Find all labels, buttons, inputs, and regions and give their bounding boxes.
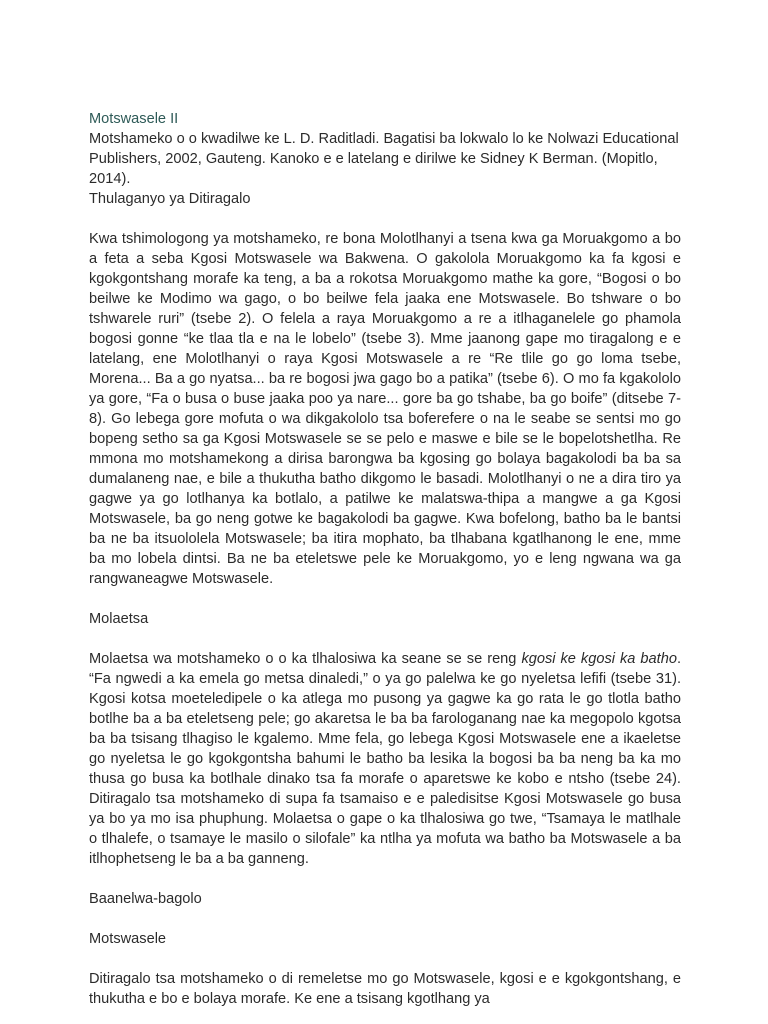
paragraph-molaetsa-start: Molaetsa wa motshameko o o ka tlhalosiwa ka seane se se reng xyxy=(89,651,522,667)
section-heading-motswasele: Motswasele xyxy=(89,931,167,947)
paragraph-molaetsa-italic: kgosi ke kgosi ka batho xyxy=(521,651,677,667)
spacer xyxy=(89,209,681,229)
section-heading-molaetsa: Molaetsa xyxy=(89,611,149,627)
spacer xyxy=(89,909,681,929)
section-heading-thulaganyo: Thulaganyo ya Ditiragalo xyxy=(89,191,251,207)
paragraph-molaetsa-rest: . “Fa ngwedi a ka emela go metsa dinaledi,” o ya go palelwa ke go nyeletsa lefifi (tsebe 31). Kgosi kotsa moeteledipele o ka atlega mo pusong ya gagwe ka go rata le go tlotla batho botlhe ba a ba eteletseng pele; go akaretsa le ba ba farologanang nae ka megopolo kgotsa ba ba tsisang tlhagiso le kgalemo. Mme fela, go lebega Kgosi Motswasele ene a ikaeletse go nyeletsa le go kgokgontsha bahumi le batho ba lesika la bogosi ba ba neng ba ka mo thusa go busa ka botlhale dinako tsa fa morafe o aparetswe ke kobo e ntsho (tsebe 24). Ditiragalo tsa motshameko di supa fa tsamaiso e e paledisitse Kgosi Motswasele go busa ya bo ya mo isa phuphung. Molaetsa o gape o ka tlhalosiwa go twe, “Tsamaya le matlhale o tlhalefe, o tsamaye le masilo o silofale” ka ntlha ya mofuta wa batho ba Motswasele a ba itlhophetseng le ba a ba ganneng. xyxy=(89,651,682,867)
document-title: Motswasele II xyxy=(89,111,179,127)
spacer xyxy=(89,949,681,969)
paragraph-motswasele: Ditiragalo tsa motshameko o di remeletse mo go Motswasele, kgosi e e kgokgontshang, e thukutha e bo e bolaya morafe. Ke ene a tsisang kgotlhang ya xyxy=(89,971,681,1007)
section-heading-baanelwa: Baanelwa-bagolo xyxy=(89,891,202,907)
spacer xyxy=(89,589,681,609)
document-meta: Motshameko o o kwadilwe ke L. D. Raditladi. Bagatisi ba lokwalo lo ke Nolwazi Educational Publishers, 2002, Gauteng. Kanoko e e latelang e dirilwe ke Sidney K Berman. (Mopitlo, 2014). xyxy=(89,131,679,187)
document-page xyxy=(89,109,681,1009)
paragraph-molaetsa xyxy=(89,649,681,869)
spacer xyxy=(89,869,681,889)
spacer xyxy=(89,629,681,649)
paragraph-thulaganyo: Kwa tshimologong ya motshameko, re bona Molotlhanyi a tsena kwa ga Moruakgomo a bo a feta a seba Kgosi Motswasele wa Bakwena. O gakolola Moruakgomo ka fa kgosi e kgokgontshang morafe ka teng, a ba a rokotsa Moruakgomo mathe ka gore, “Bogosi o bo beilwe ke Modimo wa gago, o bo beilwe fela jaaka ene Motswasele. Bo tshware o bo tshwarele ruri” (tsebe 2). O felela a raya Moruakgomo a re a itlhaganelele go phamola bogosi gonne “ke tlaa tla e na le lobelo” (tsebe 3). Mme jaanong gape mo tiragalong e e latelang, ene Molotlhanyi o raya Kgosi Motswasele a re “Re tlile go go loma tsebe, Morena... Ba a go nyatsa... ba re bogosi jwa gago bo a patika” (tsebe 6). O mo fa kgakololo ya gore, “Fa o busa o buse jaaka poo ya nare... gore ba go tshabe, ba go boife” (ditsebe 7-8). Go lebega gore mofuta o wa dikgakololo tsa boferefere o na le seabe se sentsi mo go bopeng setho sa ga Kgosi Motswasele se se pelo e maswe e bile se le bopelotshetlha. Re mmona mo motshamekong a dirisa barongwa ba kgosing go bolaya bagakolodi ba ba sa dumalaneng nae, e bile a thukutha batho dikgomo le basadi. Molotlhanyi o ne a dira tiro ya gagwe ya go lotlhanya ka botlalo, a patilwe ke malatswa-thipa a mangwe a ga Kgosi Motswasele, ba go neng gotwe ke bagakolodi ba gagwe. Kwa bofelong, batho ba le bantsi ba ne ba itsuololela Motswasele; ba itira mophato, ba tlhabana kgatlhanong le ene, mme ba mo lobela dintsi. Ba ne ba eteletswe pele ke Moruakgomo, yo e leng ngwana wa ga rangwaneagwe Motswasele. xyxy=(89,231,681,587)
